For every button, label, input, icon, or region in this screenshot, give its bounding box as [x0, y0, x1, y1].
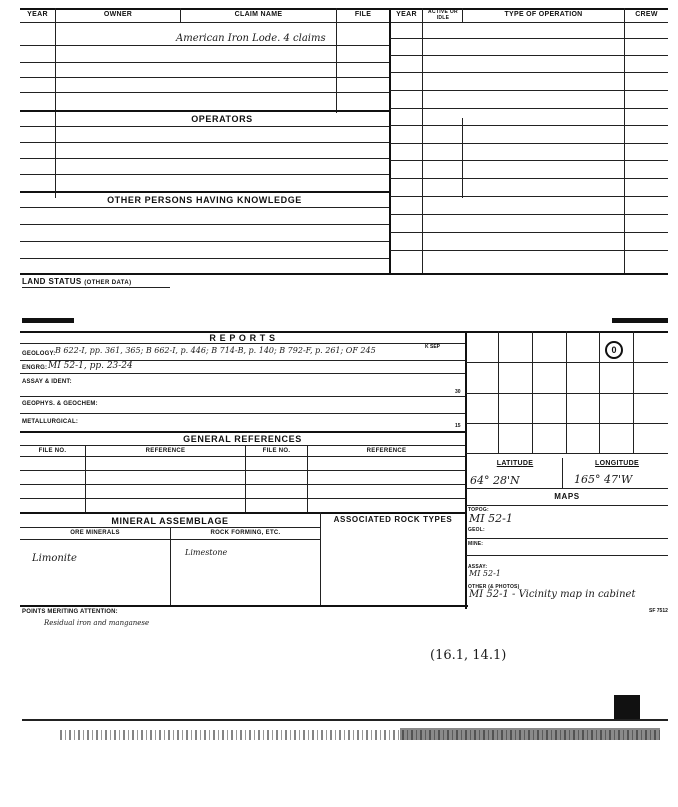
scan-mark	[614, 695, 640, 719]
col-active-or-idle: ACTIVE OR IDLE	[428, 9, 458, 21]
geology-label: GEOLOGY:	[22, 351, 56, 357]
ref-col-reference-2: REFERENCE	[366, 448, 407, 454]
rock-forming-value: Limestone	[185, 548, 228, 557]
col-crew: CREW	[635, 11, 658, 18]
other-photos-label: OTHER (& PHOTOS)	[468, 584, 520, 590]
corner-note: K SEP	[425, 344, 441, 350]
ref-col-file-no-2: FILE NO.	[262, 448, 291, 454]
bottom-edge-line	[22, 719, 668, 721]
other-photos-value: MI 52-1 - Vicinity map in cabinet	[469, 589, 636, 600]
ore-minerals-label: ORE MINERALS	[70, 530, 120, 536]
latitude-label: LATITUDE	[496, 460, 534, 467]
margin-number-15: 15	[455, 423, 461, 429]
maps-heading: MAPS	[554, 492, 580, 501]
mine-label: MINE:	[468, 541, 484, 547]
col-year-2: YEAR	[396, 11, 417, 18]
topog-value: MI 52-1	[469, 512, 513, 525]
assay-map-label: ASSAY:	[468, 564, 488, 570]
claim-name-entry: American Iron Lode. 4 claims	[176, 33, 326, 44]
topog-label: TOPOG:	[468, 507, 489, 513]
latitude-value: 64° 28'N	[470, 474, 520, 487]
scan-mark	[22, 318, 74, 323]
col-owner: OWNER	[103, 11, 133, 18]
land-status-sub: (OTHER DATA)	[84, 280, 132, 286]
ref-col-reference: REFERENCE	[145, 448, 186, 454]
col-claim-name: CLAIM NAME	[234, 11, 283, 18]
assay-map-value: MI 52-1	[469, 569, 501, 578]
land-status-heading	[22, 277, 132, 286]
col-type-of-operation: TYPE OF OPERATION	[504, 11, 583, 18]
points-meriting-heading: POINTS MERITING ATTENTION:	[22, 609, 118, 615]
reports-heading: R E P O R T S	[209, 333, 276, 343]
margin-number-30: 30	[455, 389, 461, 395]
mineral-assemblage-heading: MINERAL ASSEMBLAGE	[111, 516, 229, 526]
operators-heading: OPERATORS	[191, 114, 253, 124]
longitude-label: LONGITUDE	[595, 460, 639, 467]
associated-rock-types-heading: ASSOCIATED ROCK TYPES	[333, 515, 453, 524]
geology-value: B 622-I, pp. 361, 365; B 662-I, p. 446; B 714-B, p. 140; B 792-F, p. 261; OF 245	[55, 346, 376, 355]
grid-location-mark: 0	[605, 341, 623, 359]
rock-forming-label: ROCK FORMING, ETC.	[210, 530, 281, 536]
coordinates-note: (16.1, 14.1)	[430, 648, 507, 663]
other-persons-heading: OTHER PERSONS HAVING KNOWLEDGE	[107, 195, 302, 205]
land-status-label: LAND STATUS	[22, 277, 82, 286]
engrg-value: MI 52-1, pp. 23-24	[48, 361, 133, 371]
metallurgical-label: METALLURGICAL:	[22, 419, 79, 425]
points-meriting-note: Residual iron and manganese	[44, 619, 150, 627]
scan-mark	[612, 318, 668, 323]
ref-col-file-no: FILE NO.	[38, 448, 67, 454]
engrg-label: ENGRG:	[22, 365, 48, 371]
geol-label: GEOL:	[468, 527, 485, 533]
ore-mineral-value: Limonite	[32, 553, 77, 564]
col-file: FILE	[354, 11, 372, 18]
scan-noise	[400, 728, 660, 740]
geophys-label: GEOPHYS. & GEOCHEM:	[22, 401, 98, 407]
longitude-value: 165° 47'W	[574, 473, 633, 486]
col-year: YEAR	[27, 11, 48, 18]
general-references-heading: GENERAL REFERENCES	[183, 434, 302, 444]
assay-ident-label: ASSAY & IDENT:	[22, 379, 72, 385]
form-number: SF 7512	[649, 608, 668, 614]
